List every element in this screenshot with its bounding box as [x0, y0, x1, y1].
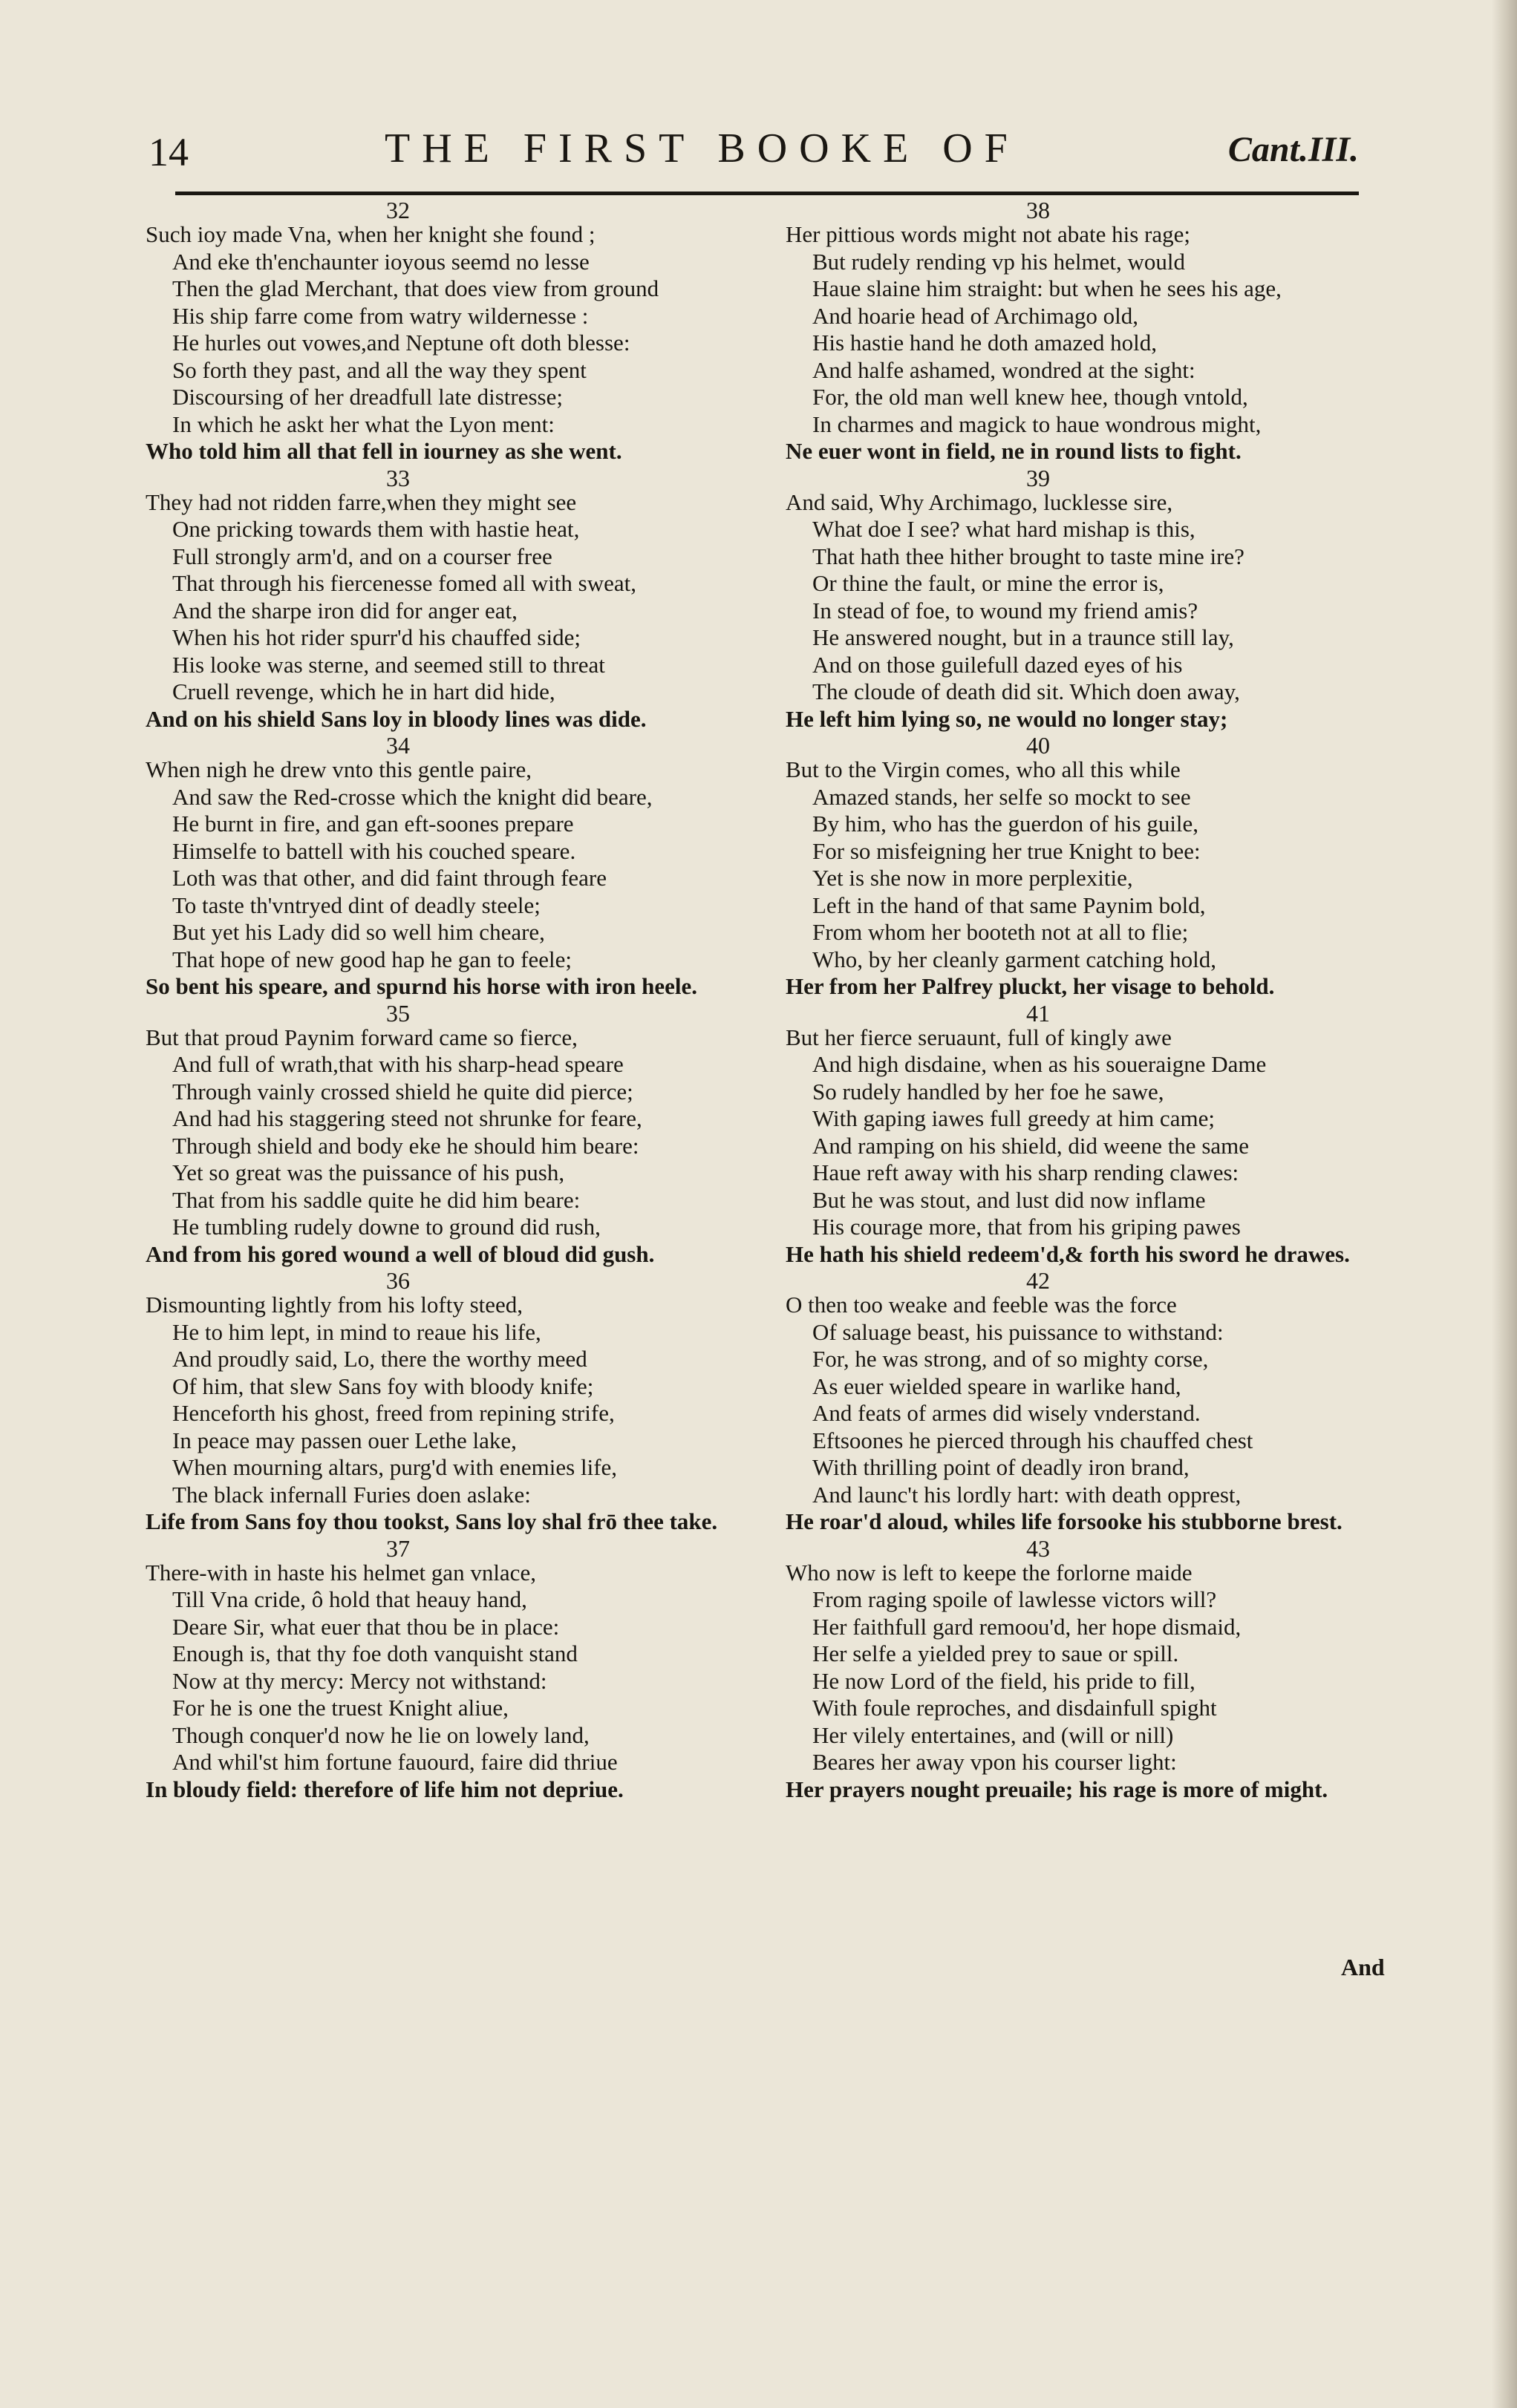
stanza-number: 40	[1026, 732, 1050, 759]
verse-line: Who, by her cleanly garment catching hold,	[812, 946, 1217, 972]
verse-line: Her vilely entertaines, and (will or nill)	[812, 1721, 1174, 1748]
verse-line: Then the glad Merchant, that does view from ground	[172, 275, 659, 301]
verse-line: So forth they past, and all the way they spent	[172, 356, 587, 383]
verse-line: And said, Why Archimago, lucklesse sire,	[786, 488, 1173, 515]
verse-line: But to the Virgin comes, who all this while	[786, 756, 1181, 782]
verse-line: His ship farre come from watry wildernesse :	[172, 302, 589, 329]
stanza-number: 32	[386, 197, 410, 223]
verse-line: And on his shield Sans loy in bloody lines was dide.	[146, 705, 647, 732]
stanza-number: 34	[386, 732, 410, 759]
running-title: THE FIRST BOOKE OF	[385, 125, 1020, 171]
verse-line: Amazed stands, her selfe so mockt to see	[812, 783, 1191, 810]
verse-line: Of him, that slew Sans foy with bloody knife;	[172, 1373, 594, 1399]
verse-line: Left in the hand of that same Paynim bold,	[812, 891, 1206, 918]
verse-line: Such ioy made Vna, when her knight she found ;	[146, 221, 596, 247]
verse-line: And whil'st him fortune fauourd, faire did thriue	[172, 1749, 618, 1775]
verse-line: His courage more, that from his griping pawes	[812, 1214, 1241, 1240]
verse-line: Cruell revenge, which he in hart did hide,	[172, 678, 555, 704]
verse-line: Henceforth his ghost, freed from repining strife,	[172, 1400, 615, 1426]
verse-line: Her faithfull gard remoou'd, her hope dismaid,	[812, 1613, 1242, 1640]
verse-line: Haue reft away with his sharp rending clawes:	[812, 1159, 1239, 1185]
verse-line: Her pittious words might not abate his rage;	[786, 221, 1190, 247]
verse-line: And feats of armes did wisely vnderstand.	[812, 1400, 1201, 1426]
right-column	[786, 199, 1394, 1805]
canto-label: Cant.III.	[1227, 130, 1359, 169]
verse-line: So bent his speare, and spurnd his horse with iron heele.	[146, 973, 698, 999]
verse-line: But rudely rending vp his helmet, would	[812, 248, 1185, 275]
verse-line: From whom her booteth not at all to flie;	[812, 919, 1189, 945]
stanza	[786, 999, 1394, 1269]
verse-line: But he was stout, and lust did now inflame	[812, 1186, 1206, 1213]
verse-line: Full strongly arm'd, and on a courser free	[172, 543, 552, 569]
verse-line: In bloudy field: therefore of life him not depriue.	[146, 1776, 624, 1802]
verse-line: Who now is left to keepe the forlorne maide	[786, 1559, 1193, 1586]
stanza	[146, 734, 754, 1001]
stanza	[146, 464, 754, 733]
verse-line: Her selfe a yielded prey to saue or spill.	[812, 1640, 1179, 1666]
header-rule	[175, 192, 1359, 195]
verse-line: Through vainly crossed shield he quite did pierce;	[172, 1078, 633, 1105]
verse-line: And eke th'enchaunter ioyous seemd no lesse	[172, 248, 590, 275]
page-header	[149, 125, 1359, 177]
verse-line: And from his gored wound a well of bloud did gush.	[146, 1240, 655, 1267]
catchword: And	[1341, 1954, 1385, 1980]
verse-line: For, the old man well knew hee, though vntold,	[812, 384, 1248, 410]
verse-line: As euer wielded speare in warlike hand,	[812, 1373, 1181, 1399]
verse-line: With thrilling point of deadly iron brand,	[812, 1454, 1190, 1480]
verse-line: And halfe ashamed, wondred at the sight:	[812, 356, 1195, 383]
verse-line: He tumbling rudely downe to ground did rush,	[172, 1214, 601, 1240]
verse-line: Yet is she now in more perplexitie,	[812, 865, 1133, 891]
stanza-number: 39	[1026, 464, 1050, 491]
verse-line: To taste th'vntryed dint of deadly steele;	[172, 891, 541, 918]
verse-line: And hoarie head of Archimago old,	[812, 302, 1139, 329]
verse-line: In charmes and magick to haue wondrous might,	[812, 410, 1262, 437]
verse-line: And the sharpe iron did for anger eat,	[172, 597, 518, 624]
verse-line: Though conquer'd now he lie on lowely land,	[172, 1721, 590, 1748]
verse-line: Eftsoones he pierced through his chauffed chest	[812, 1427, 1253, 1453]
verse-line: Enough is, that thy foe doth vanquisht stand	[172, 1640, 578, 1666]
verse-line: Now at thy mercy: Mercy not withstand:	[172, 1667, 547, 1694]
verse-line: From raging spoile of lawlesse victors will?	[812, 1586, 1217, 1612]
verse-line: Till Vna cride, ô hold that heauy hand,	[172, 1586, 527, 1612]
verse-line: But yet his Lady did so well him cheare,	[172, 919, 545, 945]
verse-line: Through shield and body eke he should him beare:	[172, 1132, 639, 1159]
stanza-number: 35	[386, 999, 410, 1027]
verse-line: In peace may passen ouer Lethe lake,	[172, 1427, 517, 1453]
stanza-number: 33	[386, 464, 410, 491]
verse-line: What doe I see? what hard mishap is this,	[812, 516, 1195, 542]
verse-line: His looke was sterne, and seemed still to threat	[172, 651, 605, 678]
verse-line: Beares her away vpon his courser light:	[812, 1749, 1177, 1775]
verse-line: And had his staggering steed not shrunke for feare,	[172, 1105, 642, 1131]
verse-line: That hope of new good hap he gan to feele;	[172, 946, 572, 972]
verse-line: He roar'd aloud, whiles life forsooke his stubborne brest.	[786, 1508, 1343, 1534]
stanza	[146, 1534, 754, 1804]
verse-line: When nigh he drew vnto this gentle paire,	[146, 756, 532, 782]
verse-line: Ne euer wont in field, ne in round lists to fight.	[786, 438, 1242, 464]
stanza	[146, 999, 754, 1269]
verse-line: Who told him all that fell in iourney as she went.	[146, 438, 622, 464]
verse-line: They had not ridden farre,when they might see	[146, 488, 577, 515]
verse-line: That through his fiercenesse fomed all with sweat,	[172, 570, 636, 596]
verse-line: The cloude of death did sit. Which doen away,	[812, 678, 1240, 704]
verse-line: For so misfeigning her true Knight to bee:	[812, 837, 1201, 864]
stanza	[786, 1534, 1394, 1804]
verse-line: Her prayers nought preuaile; his rage is more of might.	[786, 1776, 1328, 1802]
verse-line: When his hot rider spurr'd his chauffed side;	[172, 624, 581, 650]
verse-line: O then too weake and feeble was the force	[786, 1292, 1177, 1318]
stanza-number: 36	[386, 1267, 410, 1294]
verse-line: He burnt in fire, and gan eft-soones prepare	[172, 811, 574, 837]
page-edge-shadow	[1492, 0, 1517, 2408]
stanza-number: 37	[386, 1534, 410, 1562]
verse-line: But that proud Paynim forward came so fierce,	[146, 1024, 578, 1050]
verse-line: One pricking towards them with hastie heat,	[172, 516, 580, 542]
verse-line: That hath thee hither brought to taste mine ire?	[812, 543, 1244, 569]
verse-line: He hurles out vowes,and Neptune oft doth blesse:	[172, 330, 630, 356]
verse-line: He to him lept, in mind to reaue his life,	[172, 1318, 541, 1345]
verse-line: There-with in haste his helmet gan vnlace,	[146, 1559, 536, 1586]
stanza	[786, 1269, 1394, 1536]
verse-line: For he is one the truest Knight aliue,	[172, 1695, 509, 1721]
verse-line: And ramping on his shield, did weene the same	[812, 1132, 1250, 1159]
verse-line: That from his saddle quite he did him beare:	[172, 1186, 581, 1213]
verse-line: And on those guilefull dazed eyes of his	[812, 651, 1183, 678]
verse-line: In stead of foe, to wound my friend amis?	[812, 597, 1198, 624]
verse-line: Himselfe to battell with his couched speare.	[172, 837, 576, 864]
verse-line: In which he askt her what the Lyon ment:	[172, 410, 555, 437]
verse-line: With foule reproches, and disdainfull spight	[812, 1695, 1217, 1721]
verse-line: For, he was strong, and of so mighty corse,	[812, 1346, 1209, 1372]
verse-line: He left him lying so, ne would no longer stay;	[786, 705, 1228, 732]
verse-line: And high disdaine, when as his soueraigne Dame	[812, 1051, 1267, 1077]
verse-line: But her fierce seruaunt, full of kingly awe	[786, 1024, 1172, 1050]
verse-line: When mourning altars, purg'd with enemies life,	[172, 1454, 618, 1480]
verse-line: Life from Sans foy thou tookst, Sans loy shal frō thee take.	[146, 1508, 718, 1534]
verse-line: He hath his shield redeem'd,& forth his sword he drawes.	[786, 1240, 1350, 1267]
verse-line: Dismounting lightly from his lofty steed,	[146, 1292, 523, 1318]
verse-line: His hastie hand he doth amazed hold,	[812, 330, 1158, 356]
stanza	[786, 199, 1394, 465]
verse-line: Of saluage beast, his puissance to withstand:	[812, 1318, 1224, 1345]
verse-line: With gaping iawes full greedy at him came;	[812, 1105, 1215, 1131]
verse-line: Deare Sir, what euer that thou be in place:	[172, 1613, 560, 1640]
verse-line: He now Lord of the field, his pride to fill,	[812, 1667, 1195, 1694]
stanza-number: 43	[1026, 1534, 1050, 1562]
verse-line: So rudely handled by her foe he sawe,	[812, 1078, 1164, 1105]
left-column	[146, 199, 754, 1805]
verse-line: Loth was that other, and did faint through feare	[172, 865, 607, 891]
verse-line: By him, who has the guerdon of his guile,	[812, 811, 1199, 837]
verse-line: And proudly said, Lo, there the worthy meed	[172, 1346, 587, 1372]
stanza	[146, 199, 754, 465]
stanza-number: 42	[1026, 1267, 1050, 1294]
verse-line: And saw the Red-crosse which the knight did beare,	[172, 783, 653, 810]
stanza	[786, 464, 1394, 733]
verse-line: He answered nought, but in a traunce still lay,	[812, 624, 1234, 650]
verse-line: Haue slaine him straight: but when he sees his age,	[812, 275, 1282, 301]
stanza	[146, 1269, 754, 1536]
stanza-number: 38	[1026, 197, 1050, 223]
verse-line: Discoursing of her dreadfull late distresse;	[172, 384, 563, 410]
verse-line: Her from her Palfrey pluckt, her visage to behold.	[786, 973, 1275, 999]
page-number: 14	[149, 130, 189, 174]
verse-line: The black infernall Furies doen aslake:	[172, 1481, 531, 1508]
stanza	[786, 734, 1394, 1001]
verse-line: And full of wrath,that with his sharp-head speare	[172, 1051, 624, 1077]
verse-line: Yet so great was the puissance of his push,	[172, 1159, 565, 1185]
verse-line: Or thine the fault, or mine the error is,	[812, 570, 1164, 596]
stanza-number: 41	[1026, 999, 1050, 1027]
verse-line: And launc't his lordly hart: with death opprest,	[812, 1481, 1242, 1508]
